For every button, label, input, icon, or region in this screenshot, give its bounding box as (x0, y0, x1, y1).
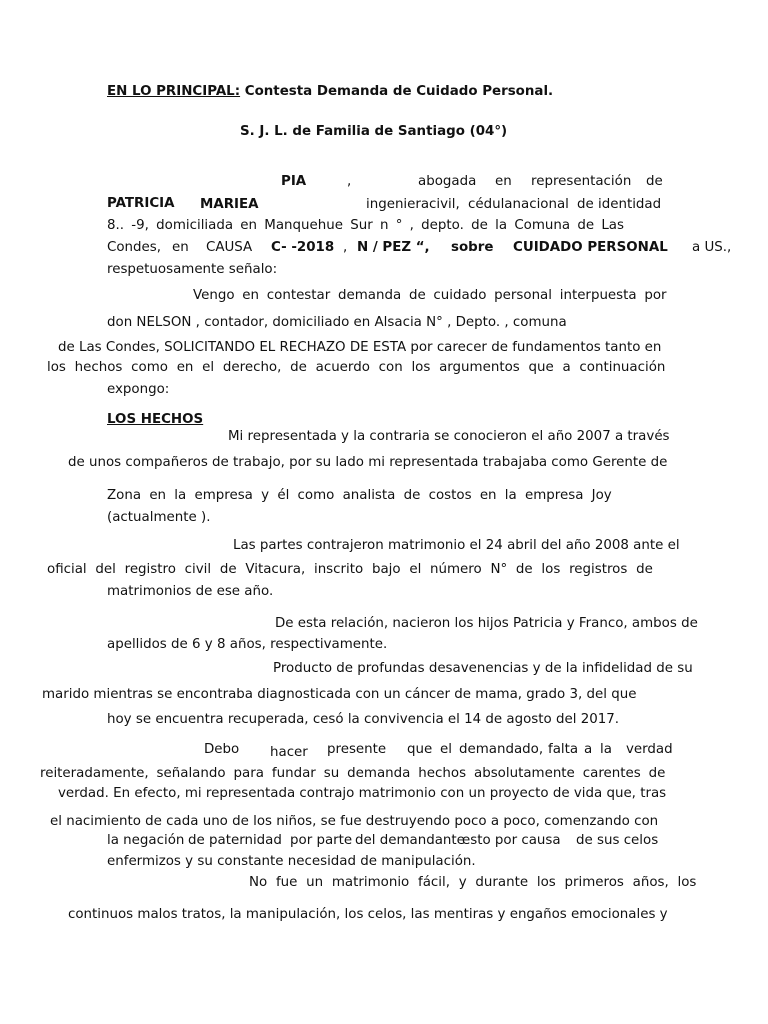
p2-line-4: (actualmente ). (107, 510, 211, 525)
principal-text: Contesta Demanda de Cuidado Personal. (244, 84, 554, 99)
client-first-name: PATRICIA (107, 196, 175, 211)
p1-line-1: Vengo en contestar demanda de cuidado personal interpuesta por (193, 288, 667, 303)
p6-line-4: el nacimiento de cada uno de los niños, se fue destruyendo poco a poco, comenzando con (50, 814, 659, 829)
word-sobre: sobre (451, 240, 494, 255)
word-que: que (407, 742, 433, 757)
comma: , (347, 174, 352, 189)
p1-line-2: don NELSON , contador, domiciliado en Alsacia N° , Depto. , comuna (107, 315, 567, 330)
p3-line-1: Las partes contrajeron matrimonio el 24 abril del año 2008 ante el (233, 538, 680, 553)
p4-line-2: apellidos de 6 y 8 años, respectivamente. (107, 637, 388, 652)
word-en-2: en (172, 240, 189, 255)
p6-line-5-e: esto por causa (462, 833, 561, 848)
word-en: en (495, 174, 512, 189)
case-number: C- -2018 (271, 240, 335, 255)
word-abogada: abogada (418, 174, 477, 189)
court-heading: S. J. L. de Familia de Santiago (04°) (240, 124, 508, 139)
word-cedula: cédulanacional (468, 197, 569, 212)
word-debo: Debo (204, 742, 240, 757)
lawyer-name: PIA (281, 174, 307, 189)
p7-line-2: continuos malos tratos, la manipulación, los celos, las mentiras y engaños emocionales y (68, 907, 668, 922)
comma-2: , (343, 240, 348, 255)
word-el: el (440, 742, 452, 757)
word-ingeniera: ingeniera (366, 197, 430, 212)
p7-line-1: No fue un matrimonio fácil, y durante los primeros años, los (249, 875, 697, 890)
word-a: a (584, 742, 593, 757)
word-la: la (600, 742, 612, 757)
case-subject: CUIDADO PERSONAL (513, 240, 668, 255)
p2-line-2: de unos compañeros de trabajo, por su lado mi representada trabajaba como Gerente de (68, 455, 668, 470)
p2-line-1: Mi representada y la contraria se conocieron el año 2007 a través (228, 429, 670, 444)
p1-line-3: de Las Condes, SOLICITANDO EL RECHAZO DE ESTA por carecer de fundamentos tanto en (58, 340, 662, 355)
p1-line-4: los hechos como en el derecho, de acuerdo con los argumentos que a continuación (47, 360, 666, 375)
word-identidad: de identidad (577, 197, 662, 212)
p6-line-2: reiteradamente, señalando para fundar su demanda hechos absolutamente carentes de (40, 766, 666, 781)
p3-line-2: oficial del registro civil de Vitacura, inscrito bajo el número N° de los registros de (47, 562, 653, 577)
p6-line-5-b: de paternidad (188, 833, 282, 848)
p6-line-6: enfermizos y su constante necesidad de manipulación. (107, 854, 476, 869)
p6-line-5-f: de sus celos (576, 833, 659, 848)
intro-line-3 (107, 218, 736, 234)
p6-line-3: verdad. En efecto, mi representada contrajo matrimonio con un proyecto de vida que, tras (58, 786, 667, 801)
case-parties: N / PEZ “, (357, 240, 430, 255)
p6-line-5-c: por parte (290, 833, 353, 848)
principal-heading (107, 84, 553, 100)
intro-line-5: respetuosamente señalo: (107, 262, 278, 277)
p6-line-5-a: la negación (107, 833, 185, 848)
p3-line-3: matrimonios de ese año. (107, 584, 274, 599)
word-civil: civil, (429, 197, 460, 212)
section-heading-hechos: LOS HECHOS (107, 412, 204, 427)
word-causa: CAUSA (206, 240, 253, 255)
p2-line-3: Zona en la empresa y él como analista de costos en la empresa Joy (107, 488, 612, 503)
word-verdad: verdad (626, 742, 673, 757)
principal-label: EN LO PRINCIPAL: (107, 84, 241, 99)
word-condes: Condes, (107, 240, 162, 255)
word-presente: presente (327, 742, 387, 757)
word-demandado: demandado, (459, 742, 544, 757)
word-falta: falta (548, 742, 579, 757)
p1-line-5: expongo: (107, 382, 170, 397)
p5-line-2: marido mientras se encontraba diagnosticada con un cáncer de mama, grado 3, del que (42, 687, 637, 702)
p5-line-3: hoy se encuentra recuperada, cesó la convivencia el 14 de agosto del 2017. (107, 712, 620, 727)
p5-line-1: Producto de profundas desavenencias y de la infidelidad de su (273, 661, 693, 676)
p4-line-1: De esta relación, nacieron los hijos Patricia y Franco, ambos de (275, 616, 698, 631)
intro-line-3-text: 8.. -9, domiciliada en Manquehue Sur n ° , depto. de la Comuna de Las (107, 218, 624, 233)
p6-line-5-d: del demandante (355, 833, 465, 848)
word-a-us: a US., (692, 240, 732, 255)
word-representacion: representación (531, 174, 632, 189)
client-middle-name: MARIEA (200, 197, 259, 212)
word-de: de (646, 174, 663, 189)
word-hacer: hacer (270, 745, 308, 760)
